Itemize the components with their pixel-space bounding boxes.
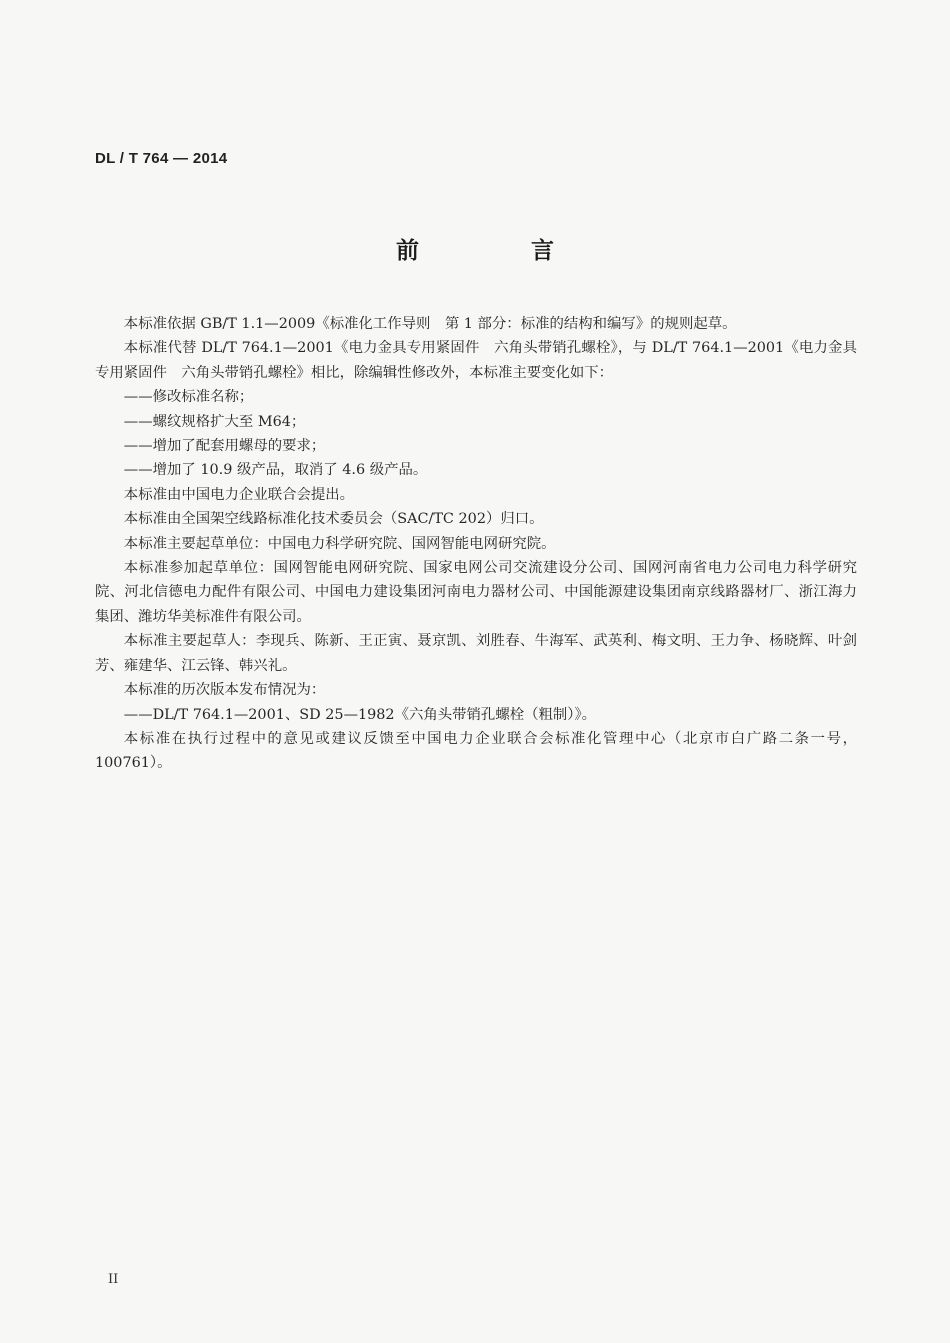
paragraph-version-history: 本标准的历次版本发布情况为： — [123, 682, 326, 699]
paragraph-main-drafters-units: 本标准主要起草单位：中国电力科学研究院、国网智能电网研究院。 — [123, 535, 556, 552]
paragraph-feedback: 本标准在执行过程中的意见或建议反馈至中国电力企业联合会标准化管理中心（北京市白广路二条一号，100761）。 — [95, 730, 857, 772]
paragraph-drafting-basis: 本标准依据 GB/T 1.1—2009《标准化工作导则 第 1 部分：标准的结构和编写》的规则起草。 — [123, 316, 737, 332]
version-history-item: ——DL/T 764.1—2001、SD 25—1982《六角头带销孔螺栓（粗制）》。 — [123, 706, 597, 723]
change-item-name: ——修改标准名称； — [123, 389, 254, 406]
page-number: II — [108, 1272, 119, 1287]
change-item-grade: ——增加了 10.9 级产品，取消了 4.6 级产品。 — [123, 462, 428, 479]
change-item-thread: ——螺纹规格扩大至 M64； — [123, 413, 306, 430]
page-title: 前 言 — [395, 238, 606, 264]
change-item-nut: ——增加了配套用螺母的要求； — [123, 438, 326, 455]
paragraph-proposed-by: 本标准由中国电力企业联合会提出。 — [123, 486, 355, 503]
paragraph-main-drafters: 本标准主要起草人：李现兵、陈新、王正寅、聂京凯、刘胜春、牛海军、武英利、梅文明、王力争、杨晓辉、叶剑芳、雍建华、江云锋、韩兴礼。 — [95, 633, 857, 674]
foreword-body — [95, 312, 857, 776]
paragraph-participating-units: 本标准参加起草单位：国网智能电网研究院、国家电网公司交流建设分公司、国网河南省电力公司电力科学研究院、河北信德电力配件有限公司、中国电力建设集团河南电力器材公司、中国能源建设集团南京线路器材厂、浙江海力集团、潍坊华美标准件有限公司。 — [95, 560, 857, 625]
paragraph-centralized-by: 本标准由全国架空线路标准化技术委员会（SAC/TC 202）归口。 — [123, 511, 544, 528]
paragraph-replaces: 本标准代替 DL/T 764.1—2001《电力金具专用紧固件 六角头带销孔螺栓》，与 DL/T 764.1—2001《电力金具专用紧固件 六角头带销孔螺栓》相比，除编辑性修改外，本标准主要变化如下： — [95, 340, 857, 381]
document-code: DL / T 764 — 2014 — [95, 150, 228, 167]
